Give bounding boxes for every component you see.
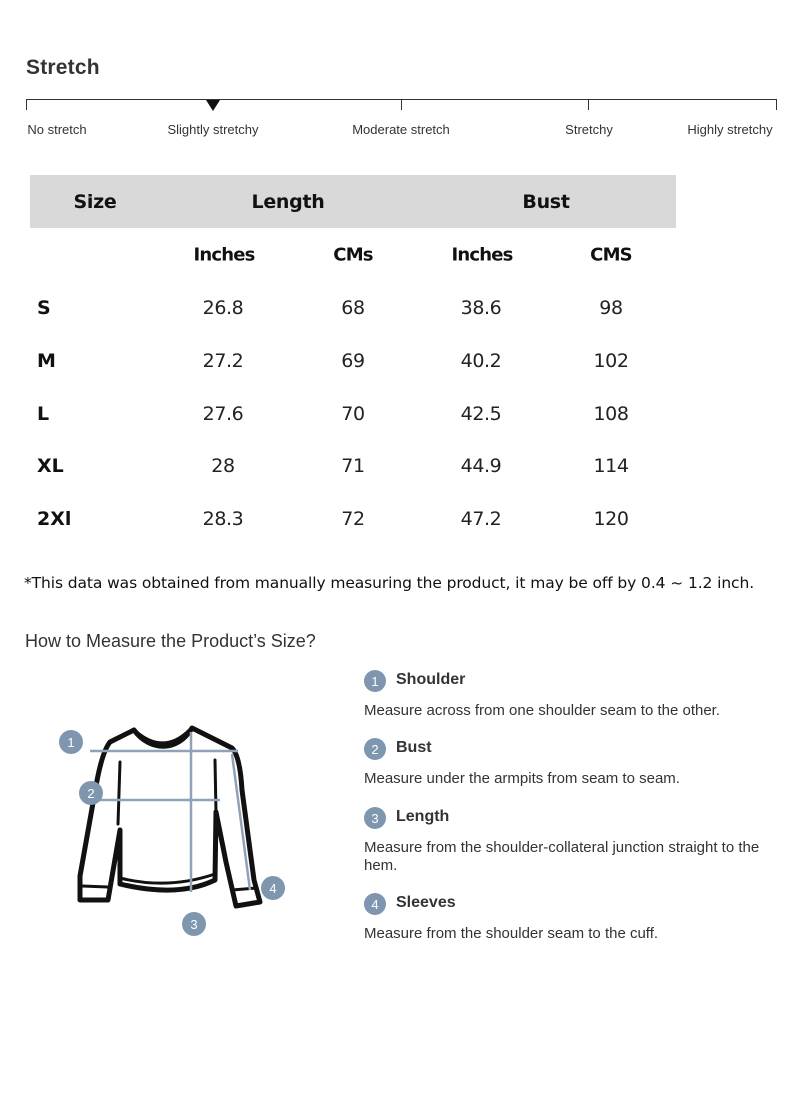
diagram-marker-1 <box>59 730 83 754</box>
stretch-tick <box>401 99 402 110</box>
size-label: S <box>37 297 51 319</box>
measure-item-desc: Measure from the shoulder seam to the cuff. <box>364 925 659 942</box>
bust-cms: 98 <box>599 297 623 319</box>
measure-title: How to Measure the Product’s Size? <box>25 631 316 651</box>
bust-inches: 44.9 <box>460 455 502 477</box>
number-badge: 2 <box>364 738 386 760</box>
stretch-tick <box>776 99 777 110</box>
number-badge: 4 <box>364 893 386 915</box>
stretch-label-none: No stretch <box>27 122 87 137</box>
header-bust: Bust <box>522 191 570 213</box>
length-inches: 28 <box>211 455 235 477</box>
length-inches: 28.3 <box>202 508 244 530</box>
diagram-marker-4 <box>261 876 285 900</box>
stretch-label-slight: Slightly stretchy <box>167 122 259 137</box>
stretch-label-highly: Highly stretchy <box>687 122 773 137</box>
marker-number: 3 <box>190 917 198 932</box>
measure-item-title: Length <box>396 808 450 825</box>
subheader-length-inches: Inches <box>193 244 255 266</box>
stretch-title: Stretch <box>26 56 100 79</box>
measure-item-title: Shoulder <box>396 671 466 688</box>
bust-inches: 38.6 <box>460 297 502 319</box>
length-cms: 68 <box>341 297 365 319</box>
size-label: M <box>37 350 56 372</box>
diagram-marker-3 <box>182 912 206 936</box>
diagram-marker-2 <box>79 781 103 805</box>
measurement-footnote: *This data was obtained from manually measuring the product, it may be off by 0.4 ~ 1.2 inch. <box>24 574 755 592</box>
measure-item-desc: Measure under the armpits from seam to seam. <box>364 770 680 787</box>
subheader-bust-cms: CMS <box>590 244 632 266</box>
bust-cms: 114 <box>593 455 629 477</box>
measure-item-title: Bust <box>396 739 432 756</box>
length-inches: 27.6 <box>202 403 244 425</box>
bust-cms: 108 <box>593 403 629 425</box>
marker-number: 4 <box>269 881 277 896</box>
stretch-pointer-icon <box>206 100 220 111</box>
marker-number: 1 <box>67 735 75 750</box>
bust-cms: 102 <box>593 350 629 372</box>
stretch-label-stretchy: Stretchy <box>565 122 613 137</box>
number-badge: 3 <box>364 807 386 829</box>
length-cms: 69 <box>341 350 365 372</box>
marker-number: 2 <box>87 786 95 801</box>
header-size: Size <box>73 191 117 213</box>
table-header-band <box>30 175 676 228</box>
measure-item-title: Sleeves <box>396 894 456 911</box>
length-cms: 70 <box>341 403 365 425</box>
size-label: XL <box>37 455 64 477</box>
bust-inches: 42.5 <box>460 403 502 425</box>
length-cms: 72 <box>341 508 365 530</box>
bust-inches: 47.2 <box>460 508 502 530</box>
sweater-diagram <box>50 712 310 952</box>
length-inches: 27.2 <box>202 350 244 372</box>
stretch-tick <box>26 99 27 110</box>
number-badge: 1 <box>364 670 386 692</box>
measure-item-desc: Measure across from one shoulder seam to the other. <box>364 702 721 719</box>
size-label: 2Xl <box>37 508 72 530</box>
stretch-scale <box>26 92 778 138</box>
subheader-bust-inches: Inches <box>451 244 513 266</box>
bust-inches: 40.2 <box>460 350 502 372</box>
stretch-tick <box>588 99 589 110</box>
stretch-label-moderate: Moderate stretch <box>352 122 450 137</box>
header-length: Length <box>251 191 325 213</box>
length-inches: 26.8 <box>202 297 244 319</box>
size-label: L <box>37 403 50 425</box>
length-cms: 71 <box>341 455 365 477</box>
bust-cms: 120 <box>593 508 629 530</box>
subheader-length-cms: CMs <box>333 244 373 266</box>
measure-item-desc: Measure from the shoulder-collateral junction straight to the hem. <box>364 839 760 874</box>
